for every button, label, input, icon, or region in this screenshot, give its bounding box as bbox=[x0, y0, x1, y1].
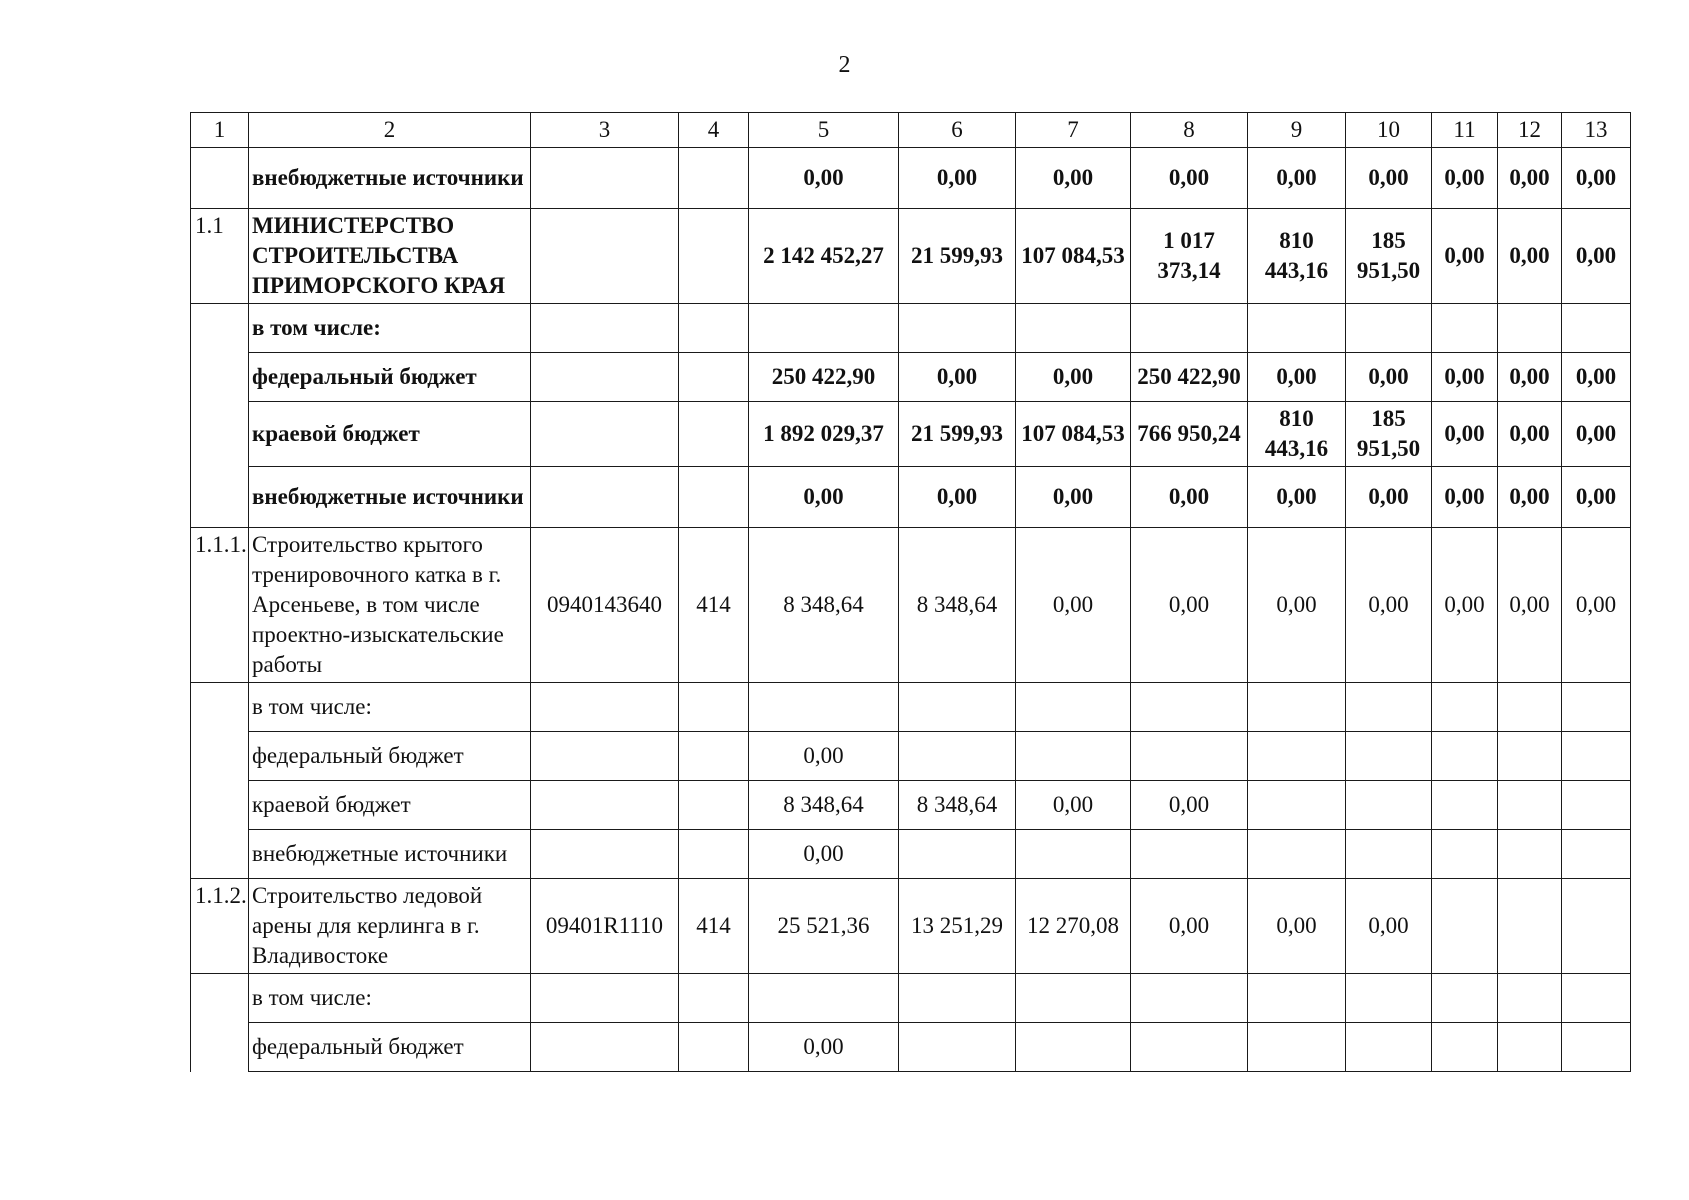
row-value bbox=[1498, 304, 1562, 353]
row-value: 766 950,24 bbox=[1131, 402, 1248, 467]
row-value: 21 599,93 bbox=[899, 402, 1016, 467]
header-cell: 11 bbox=[1432, 113, 1498, 148]
row-value bbox=[1562, 879, 1631, 974]
row-value bbox=[1432, 683, 1498, 732]
header-cell: 7 bbox=[1016, 113, 1131, 148]
row-value bbox=[899, 830, 1016, 879]
row-value: 0,00 bbox=[1131, 879, 1248, 974]
row-index bbox=[191, 467, 249, 528]
table-row bbox=[191, 879, 1631, 974]
row-value: 185 951,50 bbox=[1346, 402, 1432, 467]
header-row bbox=[191, 113, 1631, 148]
row-kvr bbox=[679, 304, 749, 353]
row-name: краевой бюджет bbox=[249, 402, 531, 467]
row-kvr bbox=[679, 209, 749, 304]
row-value bbox=[1016, 683, 1131, 732]
row-code bbox=[531, 732, 679, 781]
row-value bbox=[1248, 1023, 1346, 1072]
row-kvr bbox=[679, 1023, 749, 1072]
row-index bbox=[191, 732, 249, 781]
header-cell: 12 bbox=[1498, 113, 1562, 148]
row-value: 0,00 bbox=[1248, 467, 1346, 528]
row-value: 0,00 bbox=[749, 467, 899, 528]
row-code bbox=[531, 209, 679, 304]
row-value bbox=[1346, 683, 1432, 732]
row-value bbox=[749, 304, 899, 353]
row-value bbox=[1346, 974, 1432, 1023]
row-value bbox=[1131, 1023, 1248, 1072]
row-value: 810 443,16 bbox=[1248, 402, 1346, 467]
row-kvr bbox=[679, 781, 749, 830]
row-index bbox=[191, 353, 249, 402]
header-cell: 1 bbox=[191, 113, 249, 148]
row-value: 107 084,53 bbox=[1016, 402, 1131, 467]
row-name: внебюджетные источники bbox=[249, 148, 531, 209]
row-name: МИНИСТЕРСТВО СТРОИТЕЛЬСТВА ПРИМОРСКОГО КРАЯ bbox=[249, 209, 531, 304]
row-kvr: 414 bbox=[679, 528, 749, 683]
table-row bbox=[191, 402, 1631, 467]
row-index bbox=[191, 974, 249, 1023]
row-value: 0,00 bbox=[1346, 528, 1432, 683]
row-value: 0,00 bbox=[1498, 528, 1562, 683]
row-value: 0,00 bbox=[1248, 528, 1346, 683]
header-cell: 8 bbox=[1131, 113, 1248, 148]
row-name: федеральный бюджет bbox=[249, 353, 531, 402]
table-row bbox=[191, 974, 1631, 1023]
row-value: 0,00 bbox=[899, 353, 1016, 402]
row-value: 0,00 bbox=[1346, 467, 1432, 528]
row-value bbox=[899, 732, 1016, 781]
row-value bbox=[1248, 683, 1346, 732]
row-name: в том числе: bbox=[249, 304, 531, 353]
row-value bbox=[749, 683, 899, 732]
row-value bbox=[1131, 974, 1248, 1023]
row-value bbox=[1498, 1023, 1562, 1072]
row-value: 13 251,29 bbox=[899, 879, 1016, 974]
row-value bbox=[1248, 781, 1346, 830]
row-value bbox=[1498, 781, 1562, 830]
row-value bbox=[1248, 732, 1346, 781]
row-value bbox=[1016, 1023, 1131, 1072]
row-kvr bbox=[679, 732, 749, 781]
row-value bbox=[1346, 781, 1432, 830]
row-value bbox=[1432, 830, 1498, 879]
row-value: 0,00 bbox=[749, 732, 899, 781]
row-value: 0,00 bbox=[1562, 467, 1631, 528]
row-index: 1.1.1. bbox=[191, 528, 249, 683]
row-value: 0,00 bbox=[1432, 467, 1498, 528]
table-row bbox=[191, 683, 1631, 732]
row-name: в том числе: bbox=[249, 683, 531, 732]
row-value bbox=[1432, 732, 1498, 781]
row-value: 0,00 bbox=[1016, 528, 1131, 683]
row-value bbox=[1498, 830, 1562, 879]
row-index bbox=[191, 830, 249, 879]
row-value: 0,00 bbox=[1131, 148, 1248, 209]
row-code bbox=[531, 148, 679, 209]
row-value: 0,00 bbox=[1346, 353, 1432, 402]
row-index bbox=[191, 148, 249, 209]
row-value: 0,00 bbox=[1016, 353, 1131, 402]
row-value bbox=[1498, 974, 1562, 1023]
row-value: 185 951,50 bbox=[1346, 209, 1432, 304]
row-value: 8 348,64 bbox=[899, 528, 1016, 683]
row-index bbox=[191, 781, 249, 830]
row-value: 0,00 bbox=[1432, 209, 1498, 304]
row-value bbox=[899, 1023, 1016, 1072]
header-cell: 2 bbox=[249, 113, 531, 148]
row-name: краевой бюджет bbox=[249, 781, 531, 830]
row-index bbox=[191, 1023, 249, 1072]
row-value: 0,00 bbox=[1498, 467, 1562, 528]
row-value: 0,00 bbox=[1432, 148, 1498, 209]
row-value: 0,00 bbox=[749, 1023, 899, 1072]
row-kvr bbox=[679, 974, 749, 1023]
row-value: 0,00 bbox=[1562, 148, 1631, 209]
row-value bbox=[1346, 1023, 1432, 1072]
row-value: 0,00 bbox=[899, 148, 1016, 209]
header-cell: 13 bbox=[1562, 113, 1631, 148]
row-value bbox=[1346, 304, 1432, 353]
row-value: 0,00 bbox=[1248, 879, 1346, 974]
row-kvr bbox=[679, 683, 749, 732]
row-value bbox=[1248, 304, 1346, 353]
row-value bbox=[1131, 304, 1248, 353]
row-value bbox=[1432, 879, 1498, 974]
row-value bbox=[899, 974, 1016, 1023]
row-value: 0,00 bbox=[1131, 467, 1248, 528]
row-value bbox=[1016, 732, 1131, 781]
row-value: 0,00 bbox=[1432, 353, 1498, 402]
row-code bbox=[531, 683, 679, 732]
row-value bbox=[1131, 732, 1248, 781]
row-index bbox=[191, 304, 249, 353]
row-value: 2 142 452,27 bbox=[749, 209, 899, 304]
row-value bbox=[1016, 830, 1131, 879]
row-code: 0940143640 bbox=[531, 528, 679, 683]
row-value: 0,00 bbox=[749, 830, 899, 879]
row-value: 1 017 373,14 bbox=[1131, 209, 1248, 304]
row-code bbox=[531, 304, 679, 353]
row-name: Строительство ледовой арены для керлинга в г. Владивостоке bbox=[249, 879, 531, 974]
row-value: 8 348,64 bbox=[899, 781, 1016, 830]
row-kvr bbox=[679, 830, 749, 879]
row-name: в том числе: bbox=[249, 974, 531, 1023]
row-value bbox=[1131, 830, 1248, 879]
table-row bbox=[191, 353, 1631, 402]
row-index bbox=[191, 683, 249, 732]
row-code bbox=[531, 353, 679, 402]
row-value: 1 892 029,37 bbox=[749, 402, 899, 467]
row-code bbox=[531, 1023, 679, 1072]
table-row bbox=[191, 830, 1631, 879]
row-code bbox=[531, 781, 679, 830]
row-value: 25 521,36 bbox=[749, 879, 899, 974]
row-value bbox=[1562, 683, 1631, 732]
row-value: 0,00 bbox=[1016, 467, 1131, 528]
row-value: 810 443,16 bbox=[1248, 209, 1346, 304]
row-code bbox=[531, 467, 679, 528]
row-value: 0,00 bbox=[1562, 353, 1631, 402]
row-value: 8 348,64 bbox=[749, 528, 899, 683]
header-cell: 4 bbox=[679, 113, 749, 148]
header-cell: 6 bbox=[899, 113, 1016, 148]
row-value bbox=[1498, 683, 1562, 732]
row-value: 0,00 bbox=[1498, 209, 1562, 304]
row-value bbox=[1346, 830, 1432, 879]
row-value: 0,00 bbox=[899, 467, 1016, 528]
row-value bbox=[1248, 830, 1346, 879]
row-kvr bbox=[679, 467, 749, 528]
row-value bbox=[1016, 304, 1131, 353]
row-value bbox=[1016, 974, 1131, 1023]
row-value: 0,00 bbox=[1498, 402, 1562, 467]
table-row bbox=[191, 781, 1631, 830]
row-value: 0,00 bbox=[1562, 528, 1631, 683]
header-cell: 5 bbox=[749, 113, 899, 148]
row-value: 0,00 bbox=[1498, 353, 1562, 402]
row-value bbox=[1432, 304, 1498, 353]
row-value: 0,00 bbox=[1016, 781, 1131, 830]
row-value bbox=[1562, 1023, 1631, 1072]
row-value: 0,00 bbox=[1346, 879, 1432, 974]
row-kvr bbox=[679, 148, 749, 209]
row-name: федеральный бюджет bbox=[249, 1023, 531, 1072]
row-value: 0,00 bbox=[1432, 528, 1498, 683]
row-name: Строительство крытого тренировочного катка в г. Арсеньеве, в том числе проектно-изыскательские работы bbox=[249, 528, 531, 683]
header-cell: 9 bbox=[1248, 113, 1346, 148]
row-code bbox=[531, 974, 679, 1023]
row-value bbox=[899, 683, 1016, 732]
row-value bbox=[1346, 732, 1432, 781]
row-value bbox=[899, 304, 1016, 353]
row-value: 107 084,53 bbox=[1016, 209, 1131, 304]
row-value: 0,00 bbox=[1498, 148, 1562, 209]
row-value bbox=[1432, 781, 1498, 830]
row-code: 09401R1110 bbox=[531, 879, 679, 974]
row-index bbox=[191, 402, 249, 467]
table-row bbox=[191, 209, 1631, 304]
row-value bbox=[1562, 830, 1631, 879]
table-row bbox=[191, 304, 1631, 353]
table-row bbox=[191, 148, 1631, 209]
row-value bbox=[1562, 304, 1631, 353]
row-index: 1.1 bbox=[191, 209, 249, 304]
row-value: 0,00 bbox=[1562, 209, 1631, 304]
header-cell: 3 bbox=[531, 113, 679, 148]
budget-table bbox=[190, 112, 1631, 1072]
row-value: 12 270,08 bbox=[1016, 879, 1131, 974]
row-value bbox=[1562, 974, 1631, 1023]
row-value: 0,00 bbox=[1432, 402, 1498, 467]
row-value bbox=[1432, 974, 1498, 1023]
table-row bbox=[191, 467, 1631, 528]
row-code bbox=[531, 402, 679, 467]
row-value: 0,00 bbox=[749, 148, 899, 209]
row-value: 0,00 bbox=[1346, 148, 1432, 209]
row-value bbox=[749, 974, 899, 1023]
row-value bbox=[1498, 732, 1562, 781]
row-value: 250 422,90 bbox=[749, 353, 899, 402]
row-value: 0,00 bbox=[1131, 528, 1248, 683]
row-kvr: 414 bbox=[679, 879, 749, 974]
page-number: 2 bbox=[838, 52, 851, 78]
row-value bbox=[1498, 879, 1562, 974]
row-code bbox=[531, 830, 679, 879]
table-row bbox=[191, 732, 1631, 781]
row-value: 250 422,90 bbox=[1131, 353, 1248, 402]
row-value: 0,00 bbox=[1016, 148, 1131, 209]
row-index: 1.1.2. bbox=[191, 879, 249, 974]
row-kvr bbox=[679, 402, 749, 467]
table-row bbox=[191, 1023, 1631, 1072]
row-value: 8 348,64 bbox=[749, 781, 899, 830]
row-kvr bbox=[679, 353, 749, 402]
row-value: 0,00 bbox=[1131, 781, 1248, 830]
row-value bbox=[1562, 732, 1631, 781]
row-value: 21 599,93 bbox=[899, 209, 1016, 304]
row-value bbox=[1248, 974, 1346, 1023]
row-value: 0,00 bbox=[1248, 148, 1346, 209]
header-cell: 10 bbox=[1346, 113, 1432, 148]
row-value bbox=[1562, 781, 1631, 830]
table-row bbox=[191, 528, 1631, 683]
row-value: 0,00 bbox=[1562, 402, 1631, 467]
row-name: внебюджетные источники bbox=[249, 830, 531, 879]
row-value: 0,00 bbox=[1248, 353, 1346, 402]
row-value bbox=[1432, 1023, 1498, 1072]
row-value bbox=[1131, 683, 1248, 732]
row-name: федеральный бюджет bbox=[249, 732, 531, 781]
row-name: внебюджетные источники bbox=[249, 467, 531, 528]
